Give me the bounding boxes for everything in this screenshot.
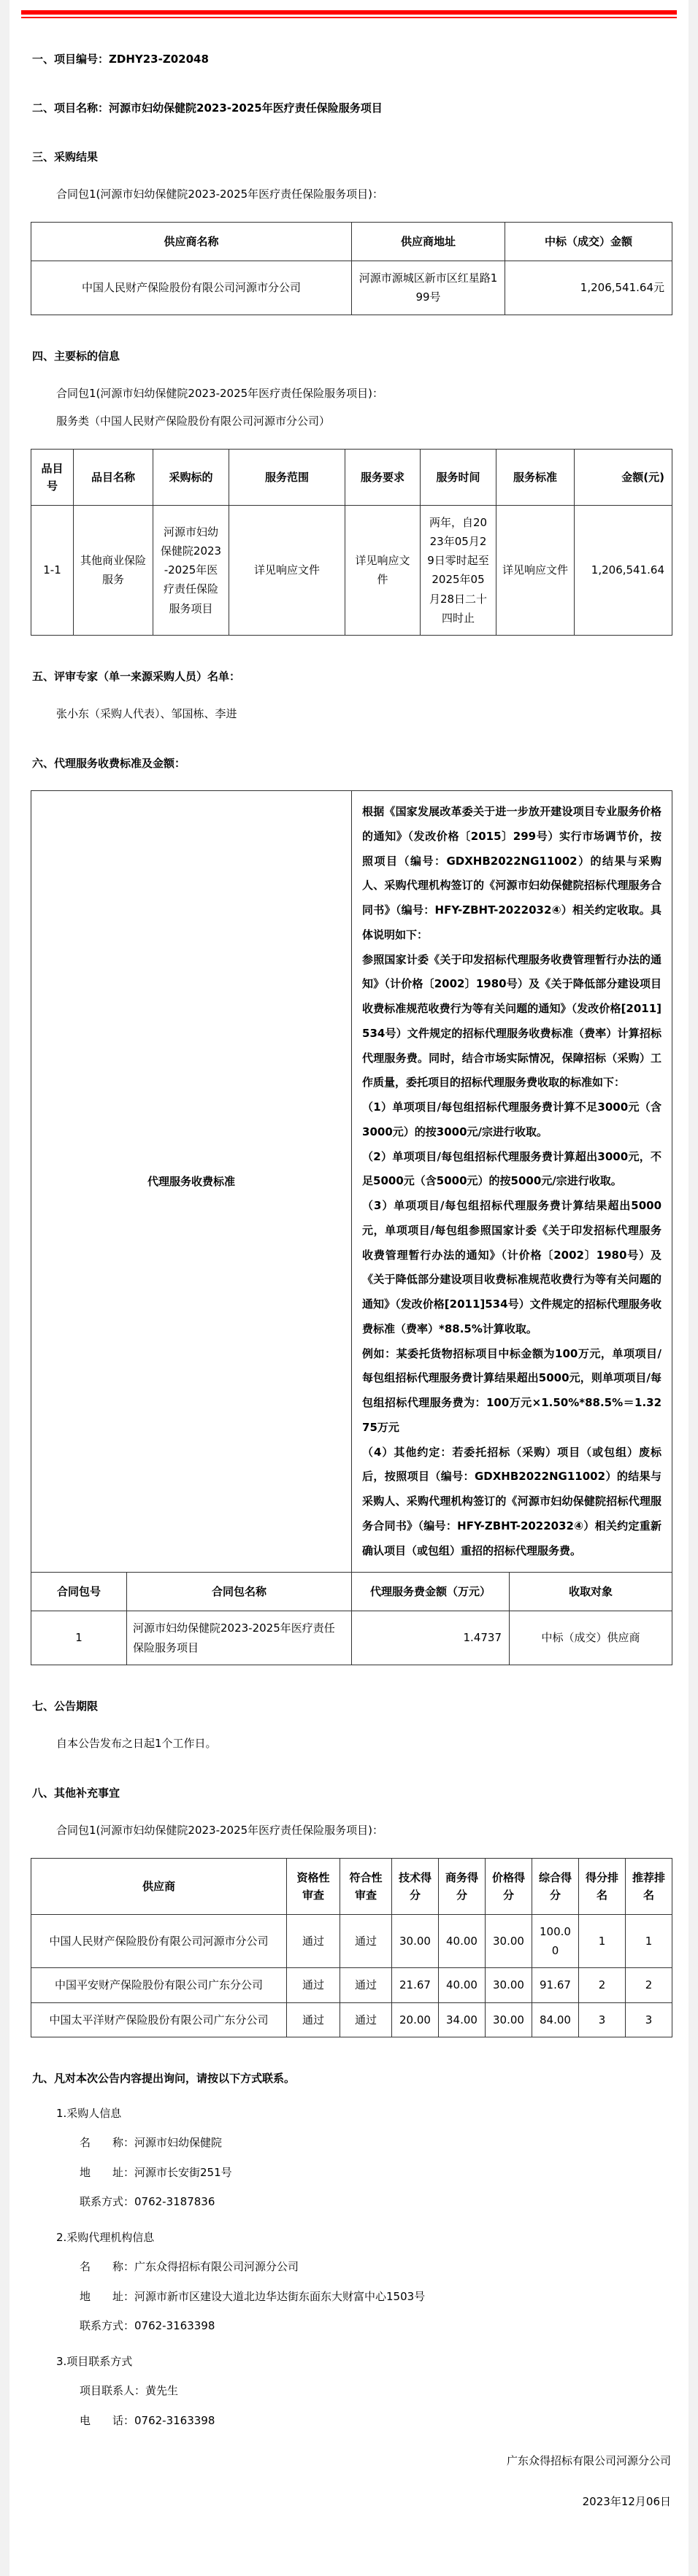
item-name-cell: 其他商业保险服务 xyxy=(74,505,153,636)
total-score-cell: 84.00 xyxy=(532,2002,579,2037)
purchaser-address: 地 址：河源市长安街251号 xyxy=(80,2165,232,2179)
header-rule-thin xyxy=(21,17,677,18)
section4-title: 四、主要标的信息 xyxy=(32,349,120,363)
score-rank-cell: 1 xyxy=(579,1914,626,1968)
table-header-row xyxy=(31,1858,672,1914)
biz-score-cell: 40.00 xyxy=(439,1914,486,1968)
header-cell: 技术得分 xyxy=(392,1858,439,1914)
recommend-rank-cell: 3 xyxy=(626,2002,672,2037)
total-score-cell: 100.00 xyxy=(532,1914,579,1968)
total-score-cell: 91.67 xyxy=(532,1968,579,2002)
conform-cell: 通过 xyxy=(340,1968,392,2002)
section7-title: 七、公告期限 xyxy=(32,1699,99,1713)
recommend-rank-cell: 2 xyxy=(626,1968,672,2002)
footer-agency-name: 广东众得招标有限公司河源分公司 xyxy=(506,2454,671,2468)
experts-list: 张小东（采购人代表）、邹国栋、李进 xyxy=(56,707,237,720)
fee-paragraph: 根据《国家发展改革委关于进一步放开建设项目专业服务价格的通知》（发改价格〔2015〕299号）实行市场调节价，按照项目（编号：GDXHB2022NG11002）的结果与采购人、采购代理机构签订的《河源市妇幼保健院招标代理服务合同书》（编号：HFY-ZBHT-2022032④）相关约定收取。具体说明如下： xyxy=(362,805,662,941)
header-cell: 供应商 xyxy=(31,1858,287,1914)
section4-package-line: 合同包1(河源市妇幼保健院2023-2025年医疗责任保险服务项目)： xyxy=(56,386,384,400)
section5-title: 五、评审专家（单一来源采购人员）名单： xyxy=(32,670,241,683)
fee-standard-label: 代理服务收费标准 xyxy=(31,791,352,1573)
table-row xyxy=(31,1914,672,1968)
table-header-row xyxy=(31,223,672,261)
subject-cell: 河源市妇幼保健院2023-2025年医疗责任保险服务项目 xyxy=(153,505,229,636)
section2-title: 二、项目名称：河源市妇幼保健院2023-2025年医疗责任保险服务项目 xyxy=(32,101,383,115)
fee-standard-row xyxy=(31,791,672,1573)
fee-standard-text xyxy=(352,791,672,1573)
fee-paragraph: （2）单项项目/每包组招标代理服务费计算超出3000元，不足5000元（含5000元）的按5000元/宗进行收取。 xyxy=(362,1149,662,1188)
header-cell: 服务标准 xyxy=(496,449,575,505)
purchaser-contact: 联系方式：0762-3187836 xyxy=(80,2195,215,2209)
score-rank-cell: 2 xyxy=(579,1968,626,2002)
tech-score-cell: 30.00 xyxy=(392,1914,439,1968)
section8-package-line: 合同包1(河源市妇幼保健院2023-2025年医疗责任保险服务项目)： xyxy=(56,1823,384,1837)
fee-paragraph: （3）单项项目/每包组招标代理服务费计算结果超出5000元，单项项目/每包组参照国家计委《关于印发招标代理服务收费管理暂行办法的通知》（计价格〔2002〕1980号）及《关于降低部分建设项目收费标准规范收费行为等有关问题的通知》（发改价格[2011]534号）文件规定的招标代理服务收费标准（费率）*88.5%计算收取。 xyxy=(362,1199,662,1335)
header-cell: 推荐排名 xyxy=(626,1858,672,1914)
fee-paragraph: 参照国家计委《关于印发招标代理服务收费管理暂行办法的通知》（计价格〔2002〕1980号）及《关于降低部分建设项目收费标准规范收费行为等有关问题的通知》（发改价格[2011]534号）文件规定的招标代理服务收费标准（费率）计算招标代理服务费。同时，结合市场实际情况，保障招标（采购）工作质量，委托项目的招标代理服务费收取的标准如下： xyxy=(362,952,662,1090)
conform-cell: 通过 xyxy=(340,1914,392,1968)
table-row xyxy=(31,505,672,636)
purchaser-name: 名 称：河源市妇幼保健院 xyxy=(80,2136,223,2150)
header-cell: 品目号 xyxy=(31,449,74,505)
package-no-cell: 1 xyxy=(31,1611,127,1665)
score-rank-cell: 3 xyxy=(579,2002,626,2037)
table-row xyxy=(31,2002,672,2037)
header-cell: 价格得分 xyxy=(486,1858,532,1914)
subject-info-table xyxy=(31,449,672,636)
header-rule xyxy=(21,0,677,18)
table-row xyxy=(31,261,672,315)
header-cell: 资格性审查 xyxy=(287,1858,340,1914)
service-scope-cell: 详见响应文件 xyxy=(229,505,345,636)
section3-title: 三、采购结果 xyxy=(32,150,99,163)
section6-title: 六、代理服务收费标准及金额： xyxy=(32,757,186,770)
header-cell: 得分排名 xyxy=(579,1858,626,1914)
price-score-cell: 30.00 xyxy=(486,1968,532,2002)
header-cell: 供应商地址 xyxy=(352,223,505,261)
project-contact-person: 项目联系人：黄先生 xyxy=(80,2384,179,2398)
agency-fee-table xyxy=(31,790,672,1665)
recommend-rank-cell: 1 xyxy=(626,1914,672,1968)
purchaser-info-heading: 1.采购人信息 xyxy=(56,2106,122,2120)
agency-contact: 联系方式：0762-3163398 xyxy=(80,2319,215,2333)
section3-package-line: 合同包1(河源市妇幼保健院2023-2025年医疗责任保险服务项目)： xyxy=(56,188,384,201)
service-require-cell: 详见响应文件 xyxy=(345,505,421,636)
agency-info-heading: 2.采购代理机构信息 xyxy=(56,2230,155,2244)
header-cell: 采购标的 xyxy=(153,449,229,505)
notice-period-text: 自本公告发布之日起1个工作日。 xyxy=(56,1736,217,1750)
fee-paragraph: （1）单项项目/每包组招标代理服务费计算不足3000元（含3000元）的按3000元/宗进行收取。 xyxy=(362,1100,662,1138)
header-cell: 代理服务费金额（万元） xyxy=(352,1573,510,1611)
header-cell: 金额(元) xyxy=(575,449,672,505)
header-cell: 符合性审查 xyxy=(340,1858,392,1914)
award-amount-cell: 1,206,541.64元 xyxy=(505,261,672,315)
project-contact-phone: 电 话：0762-3163398 xyxy=(80,2413,215,2427)
fee-amount-cell: 1.4737 xyxy=(352,1611,510,1665)
header-cell: 商务得分 xyxy=(439,1858,486,1914)
table-header-row xyxy=(31,1573,672,1611)
conform-cell: 通过 xyxy=(340,2002,392,2037)
price-score-cell: 30.00 xyxy=(486,2002,532,2037)
service-time-cell: 两年，自2023年05月29日零时起至2025年05月28日二十四时止 xyxy=(421,505,496,636)
announcement-page xyxy=(9,0,689,2576)
qualify-cell: 通过 xyxy=(287,2002,340,2037)
supplier-cell: 中国太平洋财产保险股份有限公司广东分公司 xyxy=(31,2002,287,2037)
project-contact-heading: 3.项目联系方式 xyxy=(56,2354,133,2368)
package-name-cell: 河源市妇幼保健院2023-2025年医疗责任保险服务项目 xyxy=(127,1611,352,1665)
section4-category-line: 服务类（中国人民财产保险股份有限公司河源市分公司） xyxy=(56,414,331,428)
section9-title: 九、凡对本次公告内容提出询问，请按以下方式联系。 xyxy=(32,2071,296,2085)
tech-score-cell: 21.67 xyxy=(392,1968,439,2002)
table-row xyxy=(31,1611,672,1665)
fee-payer-cell: 中标（成交）供应商 xyxy=(510,1611,672,1665)
agency-address: 地 址：河源市新市区建设大道北边华达街东面东大财富中心1503号 xyxy=(80,2289,426,2303)
section8-title: 八、其他补充事宜 xyxy=(32,1786,120,1800)
tech-score-cell: 20.00 xyxy=(392,2002,439,2037)
header-cell: 合同包名称 xyxy=(127,1573,352,1611)
header-cell: 收取对象 xyxy=(510,1573,672,1611)
amount-cell: 1,206,541.64 xyxy=(575,505,672,636)
header-cell: 中标（成交）金额 xyxy=(505,223,672,261)
supplier-cell: 中国人民财产保险股份有限公司河源市分公司 xyxy=(31,1914,287,1968)
qualify-cell: 通过 xyxy=(287,1914,340,1968)
header-rule-thick xyxy=(21,10,677,15)
qualify-cell: 通过 xyxy=(287,1968,340,2002)
biz-score-cell: 34.00 xyxy=(439,2002,486,2037)
header-cell: 服务范围 xyxy=(229,449,345,505)
price-score-cell: 30.00 xyxy=(486,1914,532,1968)
supplier-address-cell: 河源市源城区新市区红星路199号 xyxy=(352,261,505,315)
procurement-result-table xyxy=(31,222,672,315)
fee-paragraph: （4）其他约定：若委托招标（采购）项目（或包组）废标后，按照项目（编号：GDXHB2022NG11002）的结果与采购人、采购代理机构签订的《河源市妇幼保健院招标代理服务合同书》（编号：HFY-ZBHT-2022032④）相关约定重新确认项目（或包组）重招的招标代理服务费。 xyxy=(362,1445,662,1557)
header-cell: 品目名称 xyxy=(74,449,153,505)
header-cell: 合同包号 xyxy=(31,1573,127,1611)
score-table xyxy=(31,1858,672,2037)
table-row xyxy=(31,1968,672,2002)
header-cell: 供应商名称 xyxy=(31,223,352,261)
section1-title: 一、项目编号：ZDHY23-Z02048 xyxy=(32,53,209,66)
service-standard-cell: 详见响应文件 xyxy=(496,505,575,636)
biz-score-cell: 40.00 xyxy=(439,1968,486,2002)
table-header-row xyxy=(31,449,672,505)
agency-name: 名 称：广东众得招标有限公司河源分公司 xyxy=(80,2260,299,2274)
header-cell: 综合得分 xyxy=(532,1858,579,1914)
footer-date: 2023年12月06日 xyxy=(582,2495,671,2509)
header-cell: 服务时间 xyxy=(421,449,496,505)
supplier-name-cell: 中国人民财产保险股份有限公司河源市分公司 xyxy=(31,261,352,315)
supplier-cell: 中国平安财产保险股份有限公司广东分公司 xyxy=(31,1968,287,2002)
header-cell: 服务要求 xyxy=(345,449,421,505)
fee-paragraph: 例如：某委托货物招标项目中标金额为100万元，单项项目/每包组招标代理服务费计算结果超出5000元，则单项项目/每包组招标代理服务费为：100万元×1.50%*88.5%＝1.3275万元 xyxy=(362,1346,662,1434)
item-no-cell: 1-1 xyxy=(31,505,74,636)
